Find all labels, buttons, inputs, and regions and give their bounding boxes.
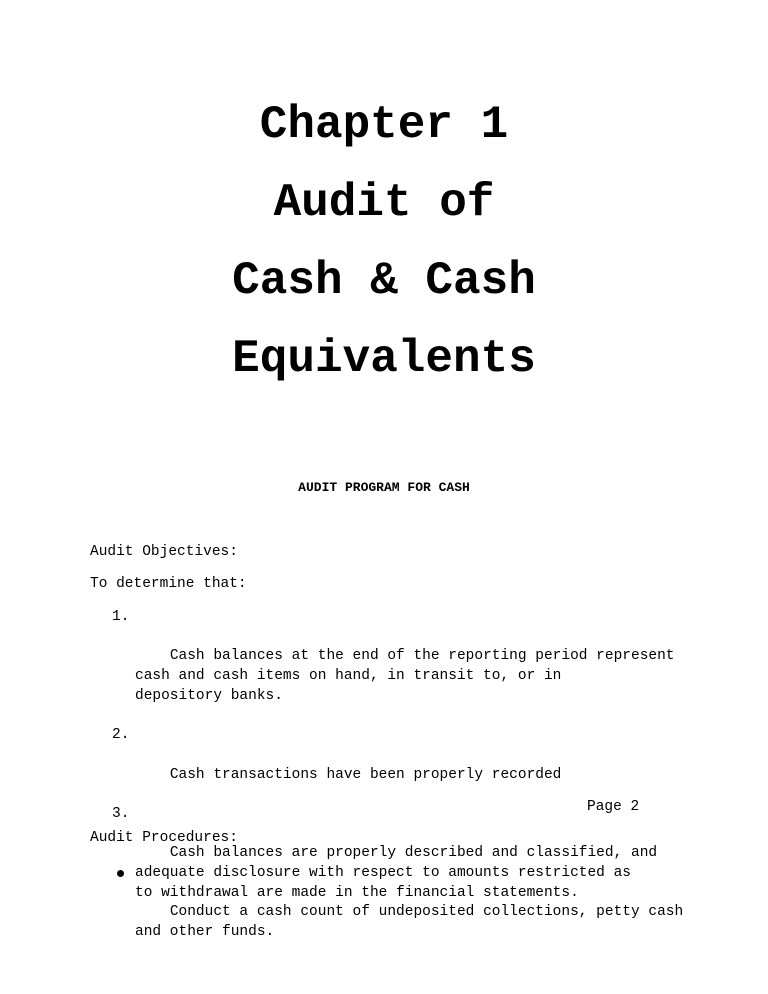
objective-item	[90, 608, 690, 726]
procedures-heading: Audit Procedures:	[90, 830, 238, 846]
objective-number: 1.	[112, 609, 130, 625]
determine-intro: To determine that:	[90, 576, 247, 592]
bullet-icon	[117, 870, 124, 877]
objective-text: Cash balances at the end of the reporting period represent cash and cash items on hand, in transit to, or in depository banks.	[135, 648, 675, 704]
objective-text: Cash balances are properly described and classified, and adequate disclosure with respect to amounts restricted as to withdrawal are made in the financial statements.	[135, 845, 658, 901]
audit-program-heading: AUDIT PROGRAM FOR CASH	[298, 480, 470, 495]
chapter-title-line-3: Cash & Cash	[232, 255, 536, 307]
procedure-item	[90, 864, 690, 963]
procedure-text: Conduct a cash count of undeposited collections, petty cash and other funds.	[135, 904, 684, 941]
objective-item	[90, 726, 690, 805]
objective-number: 3.	[112, 806, 130, 823]
procedures-list	[90, 864, 690, 963]
objective-number: 2.	[112, 727, 130, 744]
page-number: Page 2	[587, 799, 640, 815]
chapter-title-line-4: Equivalents	[232, 333, 536, 385]
chapter-title-line-1: Chapter 1	[259, 99, 509, 151]
chapter-title-line-2: Audit of	[273, 177, 495, 229]
objective-text: Cash transactions have been properly recorded	[169, 766, 562, 783]
chapter-title	[0, 86, 768, 398]
objectives-heading: Audit Objectives:	[90, 544, 238, 560]
